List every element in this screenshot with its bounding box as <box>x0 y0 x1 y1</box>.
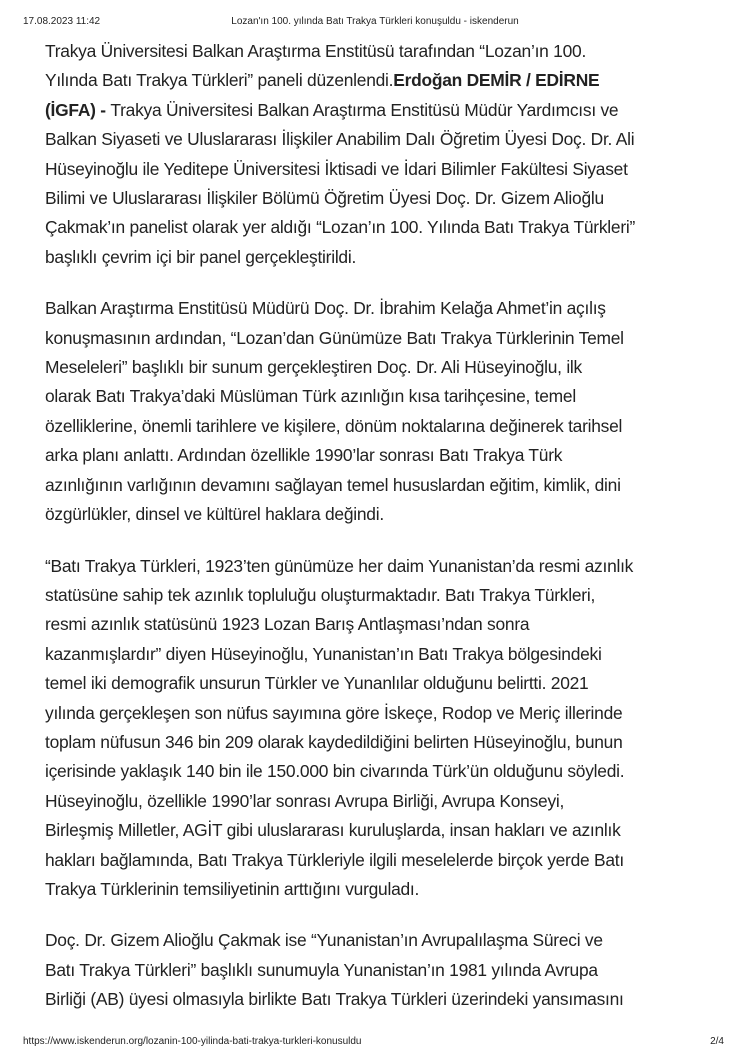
text-line: Birliği (AB) üyesi olmasıyla birlikte Batı Trakya Türkleri üzerindeki yansımasını <box>45 989 624 1010</box>
text-segment: Yılında Batı Trakya Türkleri” paneli düzenlendi. <box>45 70 394 91</box>
paragraph-opening-speech <box>45 294 735 529</box>
text-line: Batı Trakya Türkleri” başlıklı sunumuyla Yunanistan’ın 1981 yılında Avrupa <box>45 959 598 980</box>
text-line: Doç. Dr. Gizem Alioğlu Çakmak ise “Yunanistan’ın Avrupalılaşma Süreci ve <box>45 930 603 951</box>
text-segment: Trakya Üniversitesi Balkan Araştırma Enstitüsü Müdür Yardımcısı ve <box>110 99 619 120</box>
page-url-link[interactable]: https://www.iskenderun.org/lozanin-100-yilinda-bati-trakya-turkleri-konusuldu <box>23 1036 362 1047</box>
print-datetime: 17.08.2023 11:42 <box>23 16 101 27</box>
text-line: Balkan Siyaseti ve Uluslararası İlişkiler Anabilim Dalı Öğretim Üyesi Doç. Dr. Ali <box>45 129 635 150</box>
text-line: özelliklerine, önemli tarihlere ve kişilere, dönüm noktalarına değinerek tarihsel <box>45 415 623 436</box>
text-line: temel iki demografik unsurun Türkler ve Yunanlılar olduğunu belirtti. 2021 <box>45 673 589 694</box>
text-line: Bilimi ve Uluslararası İlişkiler Bölümü Öğretim Üyesi Doç. Dr. Gizem Alioğlu <box>45 188 604 209</box>
text-line <box>45 66 735 95</box>
paragraph-intro <box>45 37 735 272</box>
text-line: statüsüne sahip tek azınlık topluluğu oluşturmaktadır. Batı Trakya Türkleri, <box>45 584 596 605</box>
text-line: arka planı anlattı. Ardından özellikle 1990’lar sonrası Batı Trakya Türk <box>45 445 563 466</box>
text-line: Birleşmiş Milletler, AGİT gibi uluslararası kuruluşlarda, insan hakları ve azınlık <box>45 820 621 841</box>
text-line: Balkan Araştırma Enstitüsü Müdürü Doç. Dr. İbrahim Kelağa Ahmet’in açılış <box>45 298 606 319</box>
text-line: Hüseyinoğlu, özellikle 1990’lar sonrası Avrupa Birliği, Avrupa Konseyi, <box>45 790 565 811</box>
text-line: kazanmışlardır” diyen Hüseyinoğlu, Yunanistan’ın Batı Trakya bölgesindeki <box>45 643 602 664</box>
text-line: Çakmak’ın panelist olarak yer aldığı “Lozan’ın 100. Yılında Batı Trakya Türkleri” <box>45 217 636 238</box>
text-line: Meseleleri” başlıklı bir sunum gerçekleştiren Doç. Dr. Ali Hüseyinoğlu, ilk <box>45 357 582 378</box>
text-line: içerisinde yaklaşık 140 bin ile 150.000 bin civarında Türk’ün olduğunu söyledi. <box>45 761 625 782</box>
text-line: Hüseyinoğlu ile Yeditepe Üniversitesi İktisadi ve İdari Bilimler Fakültesi Siyaset <box>45 158 628 179</box>
text-line: resmi azınlık statüsünü 1923 Lozan Barış Antlaşması’ndan sonra <box>45 614 530 635</box>
text-line: özgürlükler, dinsel ve kültürel haklara değindi. <box>45 504 384 525</box>
text-line <box>45 96 735 125</box>
text-line: Trakya Türklerinin temsiliyetinin arttığını vurguladı. <box>45 878 420 899</box>
text-line: olarak Batı Trakya’daki Müslüman Türk azınlığın kısa tarihçesine, temel <box>45 386 576 407</box>
text-line: Trakya Üniversitesi Balkan Araştırma Enstitüsü tarafından “Lozan’ın 100. <box>45 41 587 61</box>
page-number: 2/4 <box>710 1036 724 1047</box>
text-line: azınlığının varlığının devamını sağlayan temel hususlardan eğitim, kimlik, dini <box>45 474 621 495</box>
text-line: başlıklı çevrim içi bir panel gerçekleştirildi. <box>45 246 357 267</box>
print-footer <box>0 1036 750 1050</box>
text-line: hakları bağlamında, Batı Trakya Türkleriyle ilgili meselelerde birçok yerde Batı <box>45 849 624 870</box>
text-line: “Batı Trakya Türkleri, 1923’ten günümüze her daim Yunanistan’da resmi azınlık <box>45 555 634 576</box>
text-line: yılında gerçekleşen son nüfus sayımına göre İskeçe, Rodop ve Meriç illerinde <box>45 702 623 723</box>
byline-author-location: Erdoğan DEMİR / EDİRNE <box>393 70 600 91</box>
paragraph-quote <box>45 552 735 905</box>
text-line: konuşmasının ardından, “Lozan’dan Günümüze Batı Trakya Türklerinin Temel <box>45 327 624 348</box>
paragraph-second-presentation <box>45 926 735 1014</box>
article-body <box>45 37 735 1037</box>
print-header <box>0 16 750 30</box>
text-line: toplam nüfusun 346 bin 209 olarak kaydedildiğini belirten Hüseyinoğlu, bunun <box>45 731 623 752</box>
byline-agency: (İGFA) - <box>45 99 111 120</box>
print-page-title: Lozan'ın 100. yılında Batı Trakya Türkleri konuşuldu - iskenderun <box>231 16 519 27</box>
